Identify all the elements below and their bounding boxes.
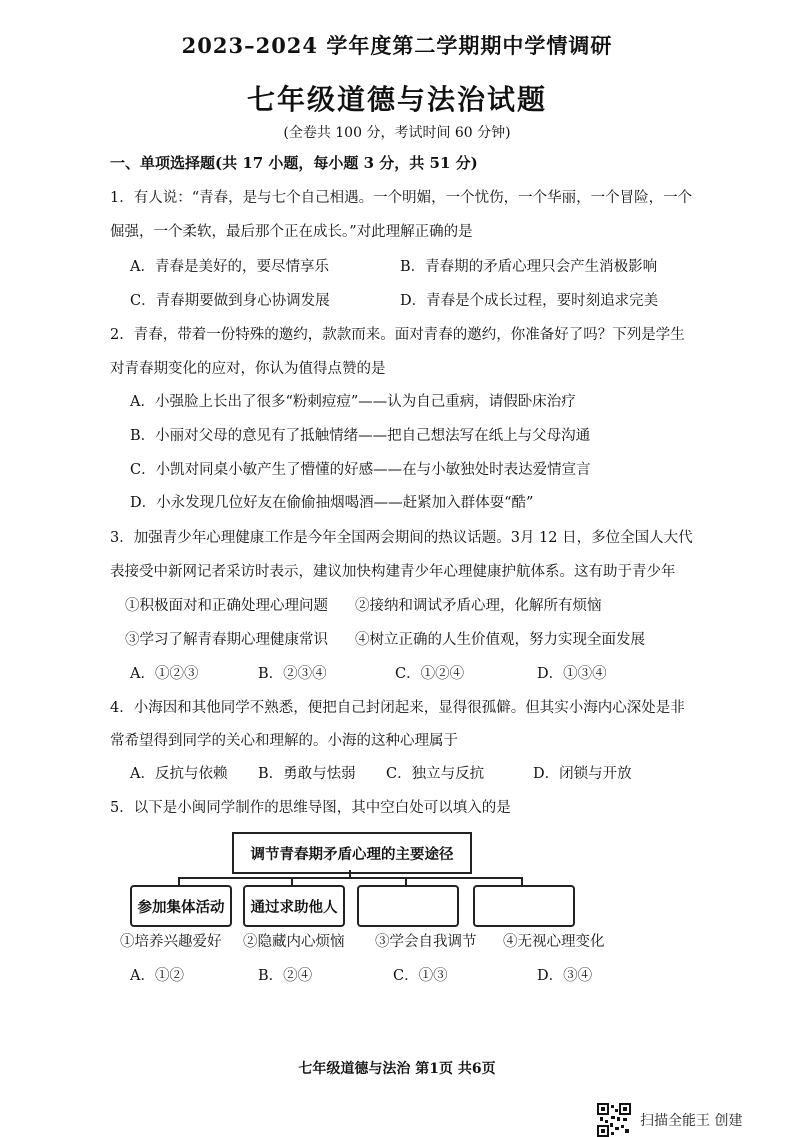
question-3-line-1: 3．加强青少年心理健康工作是今年全国两会期间的热议话题。3月 12 日，多位全国人大代 — [110, 530, 693, 546]
question-3-statement-1: ①积极面对和正确处理心理问题 — [125, 598, 328, 614]
question-5-statement-2: ②隐藏内心烦恼 — [243, 934, 345, 950]
exam-info: (全卷共 100 分，考试时间 60 分钟) — [283, 125, 511, 141]
question-5-option-c: C．①③ — [393, 968, 448, 984]
question-5-statement-3: ③学会自我调节 — [375, 934, 477, 950]
mindmap-connector-horizontal — [178, 877, 523, 879]
question-2-option-b: B．小丽对父母的意见有了抵触情绪——把自己想法写在纸上与父母沟通 — [130, 428, 591, 444]
exam-title: 2023–2024 学年度第二学期期中学情调研 — [181, 33, 613, 58]
mindmap-connector-2 — [291, 877, 293, 885]
question-5-option-a: A．①② — [130, 968, 184, 984]
mindmap-leaf-2: 通过求助他人 — [243, 885, 345, 927]
exam-subject-title: 七年级道德与法治试题 — [246, 83, 547, 116]
page-footer: 七年级道德与法治 第1页 共6页 — [298, 1061, 496, 1077]
question-3-option-b: B．②③④ — [258, 666, 327, 682]
question-4-option-b: B．勇敢与怯弱 — [258, 766, 356, 782]
mindmap-leaf-blank-2 — [473, 885, 575, 927]
mindmap-root: 调节青春期矛盾心理的主要途径 — [232, 832, 472, 874]
mindmap-leaf-blank-1 — [357, 885, 459, 927]
question-1-option-c: C．青春期要做到身心协调发展 — [130, 293, 330, 309]
question-3-option-d: D．①③④ — [537, 666, 607, 682]
mindmap-connector-3 — [405, 877, 407, 885]
mindmap-leaf-1: 参加集体活动 — [130, 885, 232, 927]
question-3-line-2: 表接受中新网记者采访时表示，建议加快构建青少年心理健康护航体系。这有助于青少年 — [110, 564, 676, 580]
question-4-line-1: 4．小海因和其他同学不熟悉，便把自己封闭起来，显得很孤僻。但其实小海内心深处是非 — [110, 700, 685, 716]
qr-code-icon — [597, 1103, 631, 1137]
question-5-option-b: B．②④ — [258, 968, 313, 984]
question-4-line-2: 常希望得到同学的关心和理解的。小海的这种心理属于 — [110, 733, 458, 749]
question-1-option-b: B．青春期的矛盾心理只会产生消极影响 — [400, 259, 658, 275]
question-3-option-c: C．①②④ — [395, 666, 465, 682]
question-5-option-d: D．③④ — [537, 968, 593, 984]
question-3-option-a: A．①②③ — [130, 666, 199, 682]
question-2-option-c: C．小凯对同桌小敏产生了懵懂的好感——在与小敏独处时表达爱情宣言 — [130, 462, 591, 478]
question-4-option-c: C．独立与反抗 — [386, 766, 485, 782]
scanner-watermark: 扫描全能王 创建 — [640, 1113, 743, 1129]
section-heading: 一、单项选择题(共 17 小题，每小题 3 分，共 51 分) — [110, 154, 478, 172]
question-2-option-a: A．小强脸上长出了很多“粉刺痘痘”——认为自己重病，请假卧床治疗 — [130, 394, 576, 410]
question-4-option-d: D．闭锁与开放 — [533, 766, 632, 782]
question-5-line-1: 5．以下是小闽同学制作的思维导图，其中空白处可以填入的是 — [110, 800, 511, 816]
question-1-option-d: D．青春是个成长过程，要时刻追求完美 — [400, 293, 659, 309]
question-2-line-2: 对青春期变化的应对，你认为值得点赞的是 — [110, 361, 386, 377]
question-1-option-a: A．青春是美好的，要尽情享乐 — [130, 259, 329, 275]
question-4-option-a: A．反抗与依赖 — [130, 766, 228, 782]
question-2-option-d: D．小永发现几位好友在偷偷抽烟喝酒——赶紧加入群体耍“酷” — [130, 495, 534, 511]
mindmap-connector-1 — [178, 877, 180, 885]
question-3-statement-4: ④树立正确的人生价值观，努力实现全面发展 — [355, 632, 645, 648]
question-3-statement-3: ③学习了解青春期心理健康常识 — [125, 632, 328, 648]
question-5-statement-4: ④无视心理变化 — [503, 934, 605, 950]
question-2-line-1: 2．青春，带着一份特殊的邀约，款款而来。面对青春的邀约，你准备好了吗？下列是学生 — [110, 327, 685, 343]
mindmap-connector-4 — [521, 877, 523, 885]
question-1-line-1: 1．有人说：“青春，是与七个自己相遇。一个明媚，一个忧伤，一个华丽，一个冒险，一个 — [110, 190, 693, 206]
question-1-line-2: 倔强，一个柔软，最后那个正在成长。”对此理解正确的是 — [110, 224, 473, 240]
question-3-statement-2: ②接纳和调试矛盾心理，化解所有烦恼 — [355, 598, 602, 614]
question-5-statement-1: ①培养兴趣爱好 — [120, 934, 222, 950]
